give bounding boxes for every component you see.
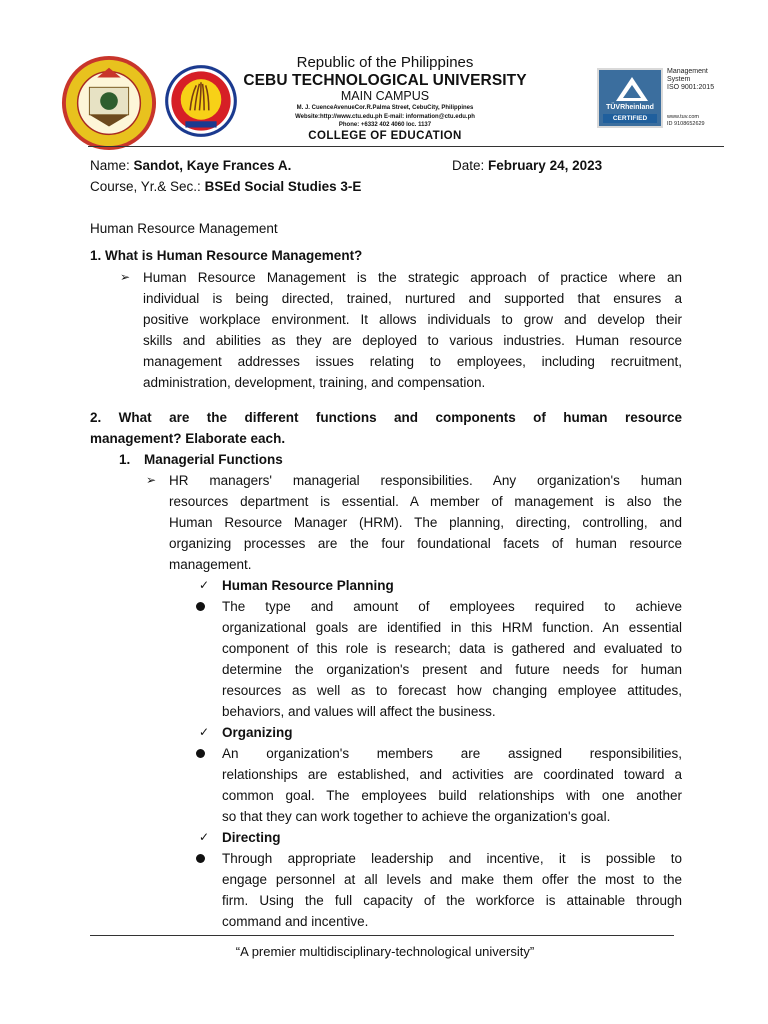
planning-body [222, 596, 682, 722]
course-label: Course, Yr.& Sec.: [90, 179, 201, 194]
question-1: 1. What is Human Resource Management? [90, 248, 363, 263]
bullet-dot-icon [196, 602, 205, 611]
section-body-line: Human Resource Manager (HRM). The planning, directing, controlling, and [169, 515, 682, 530]
organizing-line: relationships are established, and activities are coordinated toward a [222, 767, 682, 782]
university-name: CEBU TECHNOLOGICAL UNIVERSITY [243, 72, 527, 89]
organizing-line: An organization's members are assigned responsibilities, [222, 746, 682, 761]
certification-badge [597, 68, 737, 128]
date-label: Date: [452, 158, 485, 173]
tuv-logo [597, 68, 663, 128]
answer-1-line: Human Resource Management is the strategic approach of practice where an [143, 270, 682, 285]
planning-line: The type and amount of employees required to achieve [222, 599, 682, 614]
course-row [90, 176, 361, 197]
website-line: Website:http://www.ctu.edu.ph E-mail: information@ctu.edu.ph [295, 113, 475, 120]
directing-line: firm. Using the full capacity of the workforce is attainable through [222, 893, 682, 908]
bullet-dot-icon [196, 854, 205, 863]
planning-line: behaviors, and values will affect the business. [222, 704, 496, 719]
question-2-line-2: management? Elaborate each. [90, 431, 286, 446]
planning-line: component of this role is research; data is gathered and evaluated to [222, 641, 682, 656]
directing-line: engage personnel at all levels and make them offer the most to the [222, 872, 682, 887]
certification-info [667, 68, 737, 127]
cert-id: ID 9108652629 [667, 120, 705, 127]
arrow-bullet-icon: ➢ [146, 473, 157, 487]
subject-title: Human Resource Management [90, 221, 278, 236]
cert-line-3: ISO 9001:2015 [667, 84, 715, 91]
phone-line: Phone: +6332 402 4060 loc. 1137 [338, 122, 432, 128]
directing-body [222, 848, 682, 932]
section-body-line: management. [169, 557, 252, 572]
section-body [169, 470, 682, 575]
section-title: Managerial Functions [144, 452, 283, 467]
name-label: Name: [90, 158, 130, 173]
check-icon: ✓ [199, 725, 210, 739]
check-icon: ✓ [199, 578, 210, 592]
address-line: M. J. CuenceAvenueCor.R.Palma Street, CebuCity, Philippines [296, 105, 474, 111]
check-icon: ✓ [199, 830, 210, 844]
bullet-dot-icon [196, 749, 205, 758]
tuv-brand: TÜVRheinland [606, 104, 654, 111]
planning-line: organizational goals are identified in this HRM function. An essential [222, 620, 682, 635]
tuv-triangle-icon [615, 76, 649, 102]
planning-line: determine the organization's present and future needs for human [222, 662, 682, 677]
answer-1-line: skills and abilities as they are deployed to various industries. Human resource [143, 333, 682, 348]
organizing-body [222, 743, 682, 827]
directing-line: Through appropriate leadership and incentive, it is possible to [222, 851, 682, 866]
date-value: February 24, 2023 [488, 158, 603, 173]
organizing-line: common goal. The employees build relationships with one another [222, 788, 682, 803]
section-body-line: HR managers' managerial responsibilities. Any organization's human [169, 473, 682, 488]
republic-line: Republic of the Philippines [296, 54, 474, 71]
directing-title: Directing [222, 830, 281, 845]
certified-label: CERTIFIED [603, 114, 657, 123]
cert-line-1: Management [667, 68, 708, 75]
answer-1-line: administration, development, training, and compensation. [143, 375, 486, 390]
course-value: BSEd Social Studies 3-E [204, 179, 362, 194]
letterhead [200, 54, 570, 130]
answer-1-line: positive workplace environment. It allows individuals to grow and develop their [143, 312, 682, 327]
name-row [90, 155, 291, 176]
section-number: 1. [119, 452, 131, 467]
organizing-line: so that they can work together to achieve the organization's goal. [222, 809, 611, 824]
footer-divider [90, 935, 674, 936]
organizing-title: Organizing [222, 725, 293, 740]
college-name: COLLEGE OF EDUCATION [308, 130, 462, 142]
cert-line-2: System [667, 76, 691, 83]
university-seal-logo [60, 54, 158, 152]
footer-motto: “A premier multidisciplinary-technological university” [235, 944, 535, 959]
arrow-bullet-icon: ➢ [120, 270, 131, 284]
planning-line: resources as well as to forecast how changing employee attitudes, [222, 683, 682, 698]
answer-1 [143, 267, 682, 393]
header-divider [88, 146, 724, 147]
answer-1-line: individual is being directed, trained, nurtured and supported that ensures a [143, 291, 682, 306]
directing-line: command and incentive. [222, 914, 369, 929]
section-body-line: organizing processes are the four foundational facets of human resource [169, 536, 682, 551]
answer-1-line: management addresses issues relating to employees, including recruitment, [143, 354, 682, 369]
campus-name: MAIN CAMPUS [340, 89, 430, 103]
section-body-line: resources department is essential. A member of management is also the [169, 494, 682, 509]
date-row [452, 155, 602, 176]
planning-title: Human Resource Planning [222, 578, 394, 593]
question-2-line-1: 2. What are the different functions and components of human resource [90, 410, 682, 425]
cert-url: www.tuv.com [667, 114, 699, 120]
name-value: Sandot, Kaye Frances A. [133, 158, 292, 173]
